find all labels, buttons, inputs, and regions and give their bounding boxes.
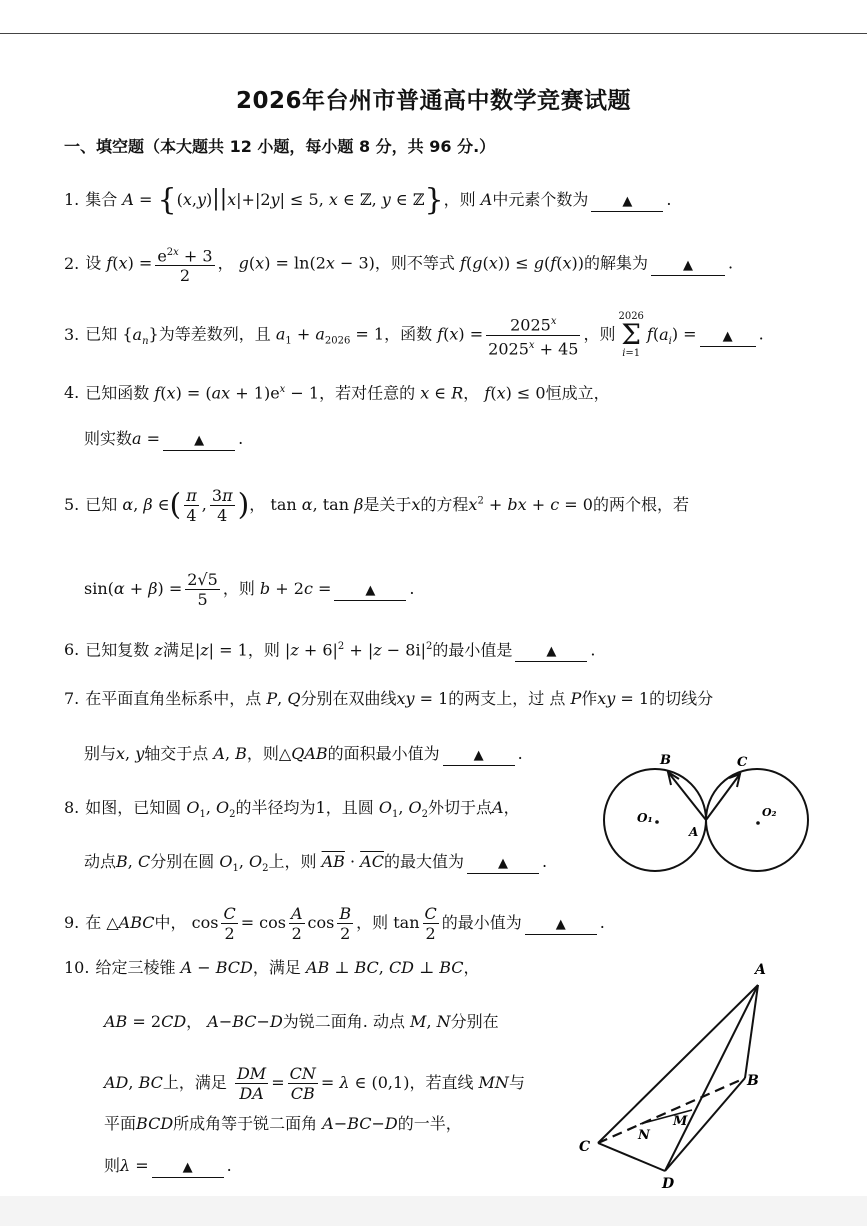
problem-5-line2: sin(α + β) = $\frac{2√5}{5}$ ，则 b + 2c = ▲ . [84, 570, 415, 609]
page-title: 2026年台州市普通高中数学竞赛试题 [235, 88, 631, 114]
problem-10-line3: AD, BC上，满足 $\frac{DM}{DA}$ = $\frac{CN}{CB}$ = λ ∈ (0,1)，若直线 MN与 [104, 1064, 525, 1103]
problem-8: 8. 如图，已知圆 $O_1$, $O_2$的半径均为1，且圆 $O_1$, $O_2$外切于点A， [64, 798, 520, 821]
answer-blank-1[interactable]: ▲ [591, 191, 663, 212]
edge-bc-hidden [598, 1078, 745, 1143]
problem-10-line4: 平面BCD所成角等于锐二面角 A−BC−D的一半， [104, 1114, 462, 1133]
figure-tetrahedron [570, 958, 770, 1194]
header-rule [0, 33, 867, 34]
problem-8-line2: 动点B, C分别在圆 $O_1$, $O_2$上，则 $\overline{AB} \cdot \overline{AC}$的最大值为 ▲ . [84, 852, 548, 875]
answer-blank-3[interactable]: ▲ [700, 326, 756, 347]
problem-1: 1. 集合 A = {(x,y)||x|+|2y| ≤ 5, x ∈ ℤ, y ∈ ℤ}，则 A中元素个数为 ▲ . [64, 182, 672, 218]
label-c: C [737, 755, 748, 770]
problem-7-line2: 别与x, y轴交于点 A, B，则△QAB的面积最小值为 ▲ . [84, 743, 523, 766]
section-heading: 一、填空题（本大题共 12 小题，每小题 8 分，共 96 分.） [64, 137, 496, 156]
label-b: B [660, 753, 671, 768]
center-o2 [756, 821, 760, 825]
label-c: C [579, 1139, 591, 1155]
problem-6: 6. 已知复数 z满足|z| = 1，则 $|z + 6|^2 + |z - 8i|^2$的最小值是 ▲ . [64, 636, 595, 662]
problem-3: 3. 已知 $\{a_n\}$为等差数列，且 $a_1 + a_{2026} = 1$，函数 f(x) = $\frac{2025^x}{2025^x + 45}$ ，则 2026 Σ i=1 $f(a_i)$ = ▲ . [64, 311, 764, 359]
label-m: M [673, 1114, 688, 1129]
answer-blank-9[interactable]: ▲ [525, 914, 597, 935]
center-o1 [655, 820, 659, 824]
problem-7: 7. 在平面直角坐标系中，点 P, Q分别在双曲线xy = 1的两支上，过 点 P作xy = 1的切线分 [64, 689, 714, 708]
label-o2: O₂ [762, 806, 777, 819]
circle-o2 [706, 769, 808, 871]
label-a: A [689, 825, 699, 839]
problem-10: 10. 给定三棱锥 A − BCD，满足 AB ⊥ BC, CD ⊥ BC， [64, 958, 480, 977]
answer-blank-10[interactable]: ▲ [152, 1157, 224, 1178]
answer-blank-8[interactable]: ▲ [467, 853, 539, 874]
circle-o1 [604, 769, 706, 871]
problem-9: 9. 在 △ABC中， cos $\frac{C}{2}$ = cos $\frac{A}{2}$ cos $\frac{B}{2}$ ，则 tan $\frac{C}{2}$ 的最小值为 ▲ . [64, 904, 605, 943]
page-bottom-margin [0, 1196, 867, 1226]
problem-10-line5: 则λ = ▲ . [104, 1155, 232, 1178]
label-b: B [747, 1073, 759, 1089]
answer-blank-7[interactable]: ▲ [443, 745, 515, 766]
problem-4: 4. 已知函数 $f(x) = (ax + 1)e^x - 1$，若对任意的 x ∈ R， f(x) ≤ 0恒成立， [64, 383, 610, 403]
problem-10-line2: AB = 2CD， A−BC−D为锐二面角. 动点 M, N分别在 [104, 1012, 499, 1031]
figure-two-circles [600, 752, 820, 876]
answer-blank-6[interactable]: ▲ [515, 641, 587, 662]
answer-blank-5[interactable]: ▲ [334, 580, 406, 601]
edge-cd [598, 1143, 665, 1171]
label-o1: O₁ [637, 811, 653, 825]
problem-2: 2. 设 f(x) = $\frac{e^{2x} + 3}{2}$ ， g(x) = ln(2x − 3)，则不等式 f(g(x)) ≤ g(f(x))的解集为 ▲ . [64, 243, 733, 285]
problem-4-line2: 则实数a = ▲ . [84, 428, 243, 451]
label-a: A [755, 962, 766, 978]
answer-blank-2[interactable]: ▲ [651, 255, 725, 276]
answer-blank-4[interactable]: ▲ [163, 430, 235, 451]
label-d: D [662, 1176, 675, 1192]
label-n: N [638, 1128, 650, 1143]
problem-5: 5. 已知 α, β ∈( $\frac{\pi}{4}$ , $\frac{3\pi}{4}$ )， tan α, tan β是关于x的方程$x^2$ + bx + c = 0的两个根，若 [64, 486, 689, 525]
